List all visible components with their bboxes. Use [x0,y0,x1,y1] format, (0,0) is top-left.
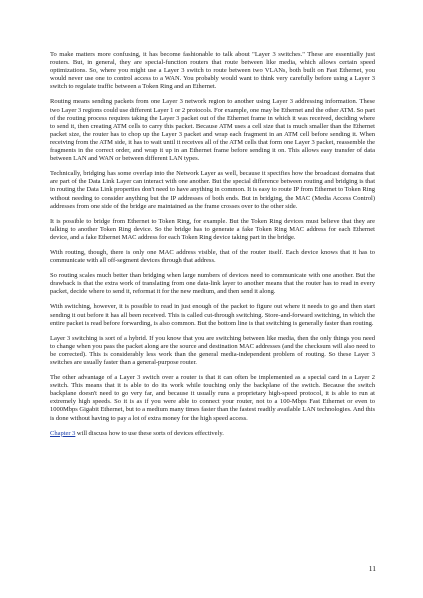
paragraph-layer3-advantage: The other advantage of a Layer 3 switch over a router is that it can often be implemented as a special card in a Layer 2 switch. This means that it is able to do its work while touching only the backplane of the switch. Because the switch backplane doesn't need to go very far, and because it usually runs a proprietary high-speed protocol, it is able to run at extremely high speeds. So it is as if you were able to connect your router, not to a 100-Mbps Fast Ethernet or even to 1000Mbps Gigabit Ethernet, but to a medium many times faster than the fastest readily available LAN technologies. And this is done without having to pay a lot of extra money for the high speed access. [50,374,375,422]
paragraph-layer3-hybrid: Layer 3 switching is sort of a hybrid. If you know that you are switching between like media, then the only things you need to change when you pass the packet along are the source and destination MAC addresses (and the checksum will also need to be corrected). This is considerably less work than the general media-independent problem of routing. So these Layer 3 switches are usually faster than a general-purpose router. [50,334,375,366]
paragraph-routing-mac: With routing, though, there is only one MAC address visible, that of the router itself. Each device knows that it has to communicate with all off-segment devices through that address. [50,248,375,265]
chapter-reference-text: will discuss how to use these sorts of devices effectively. [75,429,224,437]
paragraph-bridging-overlap: Technically, bridging has some overlap into the Network Layer as well, because it specifies how the broadcast domains that are part of the Data Link Layer can interact with one another. But the special difference between routing and bridging is that in routing the Data Link properties don't need to have anything in common. It is easy to route IP from Ethernet to Token Ring without needing to consider anything but the IP addresses of both ends. But in bridging, the MAC (Media Access Control) addresses from one side of the bridge are maintained as the frame crosses over to the other side. [50,170,375,210]
paragraph-switching: With switching, however, it is possible to read in just enough of the packet to figure out where it needs to go and then start sending it out before it has all been received. This is called cut-through switching. Store-and-forward switching, in which the entire packet is read before forwarding, is also common. But the bottom line is that switching is generally faster than routing. [50,303,375,327]
paragraph-layer3-switches: To make matters more confusing, it has become fashionable to talk about "Layer 3 switches." These are essentially just routers. But, in general, they are special-function routers that route between like media, which allows certain speed optimizations. So, where you might use a Layer 3 switch to route between two VLANs, both built on Fast Ethernet, you would never use one to control access to a WAN. You probably would want to think very carefully before using a Layer 3 switch to regulate traffic between a Token Ring and an Ethernet. [50,51,375,91]
paragraph-chapter-reference [50,430,375,438]
page-body [50,51,375,445]
chapter-3-link[interactable]: Chapter 3 [50,429,76,437]
paragraph-routing-scales: So routing scales much better than bridging when large numbers of devices need to communicate with one another. But the drawback is that the extra work of translating from one data-link layer to another means that the router has to read in every packet, decide where to send it, reformat it for the new medium, and then send it along. [50,272,375,296]
page-number: 11 [368,564,376,573]
paragraph-bridge-ethernet-token-ring: It is possible to bridge from Ethernet to Token Ring, for example. But the Token Ring devices must believe that they are talking to another Token Ring device. So the bridge has to generate a fake Token Ring MAC address for each Ethernet device, and a fake Ethernet MAC address for each Token Ring device taking part in the bridge. [50,217,375,241]
paragraph-routing-definition: Routing means sending packets from one Layer 3 network region to another using Layer 3 addressing information. These two Layer 3 regions could use different Layer 1 or 2 protocols. For example, one may be Ethernet and the other ATM. So part of the routing process requires taking the Layer 3 packet out of the Ethernet frame in which it was received, deciding where to send it, then creating ATM cells to carry this packet. Because ATM uses a cell size that is much smaller than the Ethernet packet size, the router has to chop up the Layer 3 packet and wrap each fragment in an ATM cell before sending it. When receiving from the ATM side, it has to wait until it receives all of the ATM cells that form one Layer 3 packet, reassemble the fragments in the correct order, and wrap it up in an Ethernet frame before sending it on. This allows easy transfer of data between LAN and WAN or between different LAN types. [50,98,375,163]
